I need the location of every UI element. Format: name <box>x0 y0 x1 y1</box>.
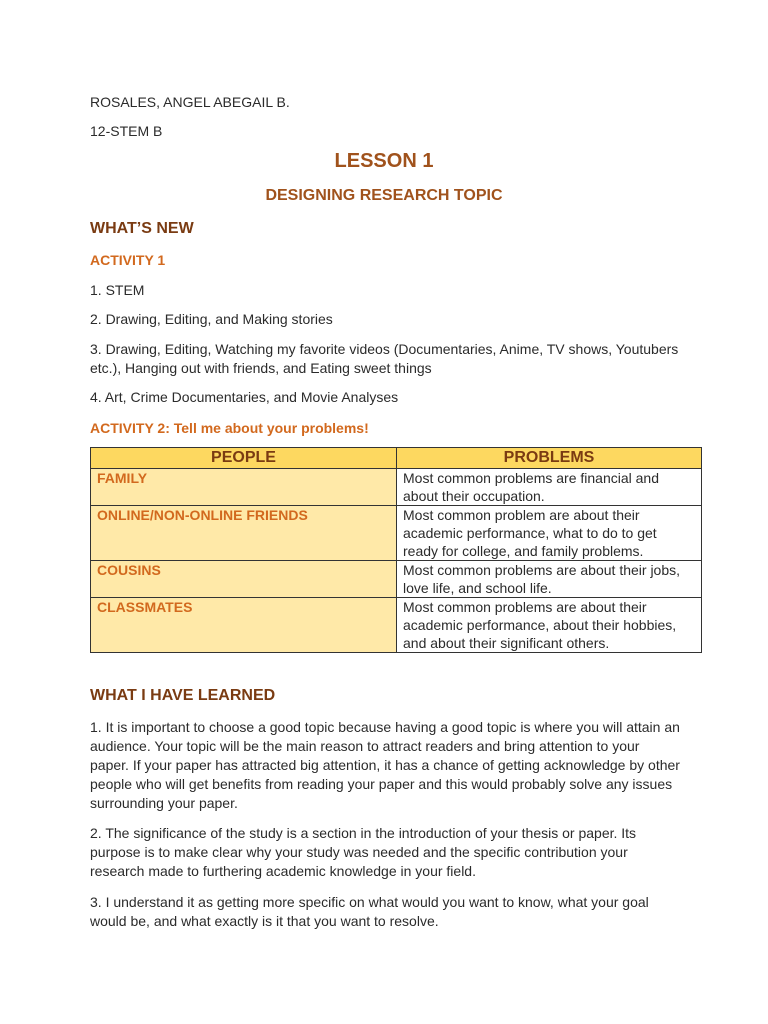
lesson-title: LESSON 1 <box>334 150 434 172</box>
table-header-row <box>91 448 702 469</box>
problems-cell: Most common problems are financial and about their occupation. <box>397 469 702 506</box>
answer-4: 4. Art, Crime Documentaries, and Movie Analyses <box>90 389 399 405</box>
people-cell: COUSINS <box>91 561 397 598</box>
lesson-subtitle: DESIGNING RESEARCH TOPIC <box>265 187 503 204</box>
learned-paragraph-2: 2. The significance of the study is a section in the introduction of your thesis or paper. Its purpose is to make clear why your study was needed and the specific contribution your research made to furthering academic knowledge in your field. <box>90 825 637 879</box>
activity-1-label: ACTIVITY 1 <box>90 252 166 268</box>
problems-cell: Most common problem are about their academic performance, what to do to get ready for college, and family problems. <box>397 506 702 561</box>
problems-cell: Most common problems are about their academic performance, about their hobbies, and about their significant others. <box>397 598 702 653</box>
learned-paragraph-3: 3. I understand it as getting more specific on what would you want to know, what your goal would be, and what exactly is it that you want to resolve. <box>90 894 649 929</box>
column-header-problems: PROBLEMS <box>397 448 702 469</box>
student-name: ROSALES, ANGEL ABEGAIL B. <box>90 94 290 110</box>
table-row <box>91 506 702 561</box>
activity-2-label: ACTIVITY 2: Tell me about your problems! <box>90 420 369 436</box>
learned-paragraph-1: 1. It is important to choose a good topic because having a good topic is where you will attain an audience. Your topic will be the main reason to attract readers and bring attention to your paper. If your paper has attracted big attention, it has a chance of getting acknowledge by other people who will get benefits from reading your paper and this would probably solve any issues surrounding your paper. <box>90 719 680 811</box>
people-cell: ONLINE/NON-ONLINE FRIENDS <box>91 506 397 561</box>
table-row <box>91 561 702 598</box>
column-header-people: PEOPLE <box>91 448 397 469</box>
table-row <box>91 598 702 653</box>
people-cell: FAMILY <box>91 469 397 506</box>
people-cell: CLASSMATES <box>91 598 397 653</box>
answer-3: 3. Drawing, Editing, Watching my favorite videos (Documentaries, Anime, TV shows, Youtubers etc.), Hanging out with friends, and Eating sweet things <box>90 341 679 376</box>
problems-cell: Most common problems are about their jobs, love life, and school life. <box>397 561 702 598</box>
problems-table <box>90 447 702 653</box>
whats-new-heading: WHAT’S NEW <box>90 220 194 237</box>
student-section: 12-STEM B <box>90 123 163 139</box>
table-row <box>91 469 702 506</box>
answer-1: 1. STEM <box>90 282 145 298</box>
answer-2: 2. Drawing, Editing, and Making stories <box>90 311 333 327</box>
what-i-have-learned-heading: WHAT I HAVE LEARNED <box>90 687 276 704</box>
